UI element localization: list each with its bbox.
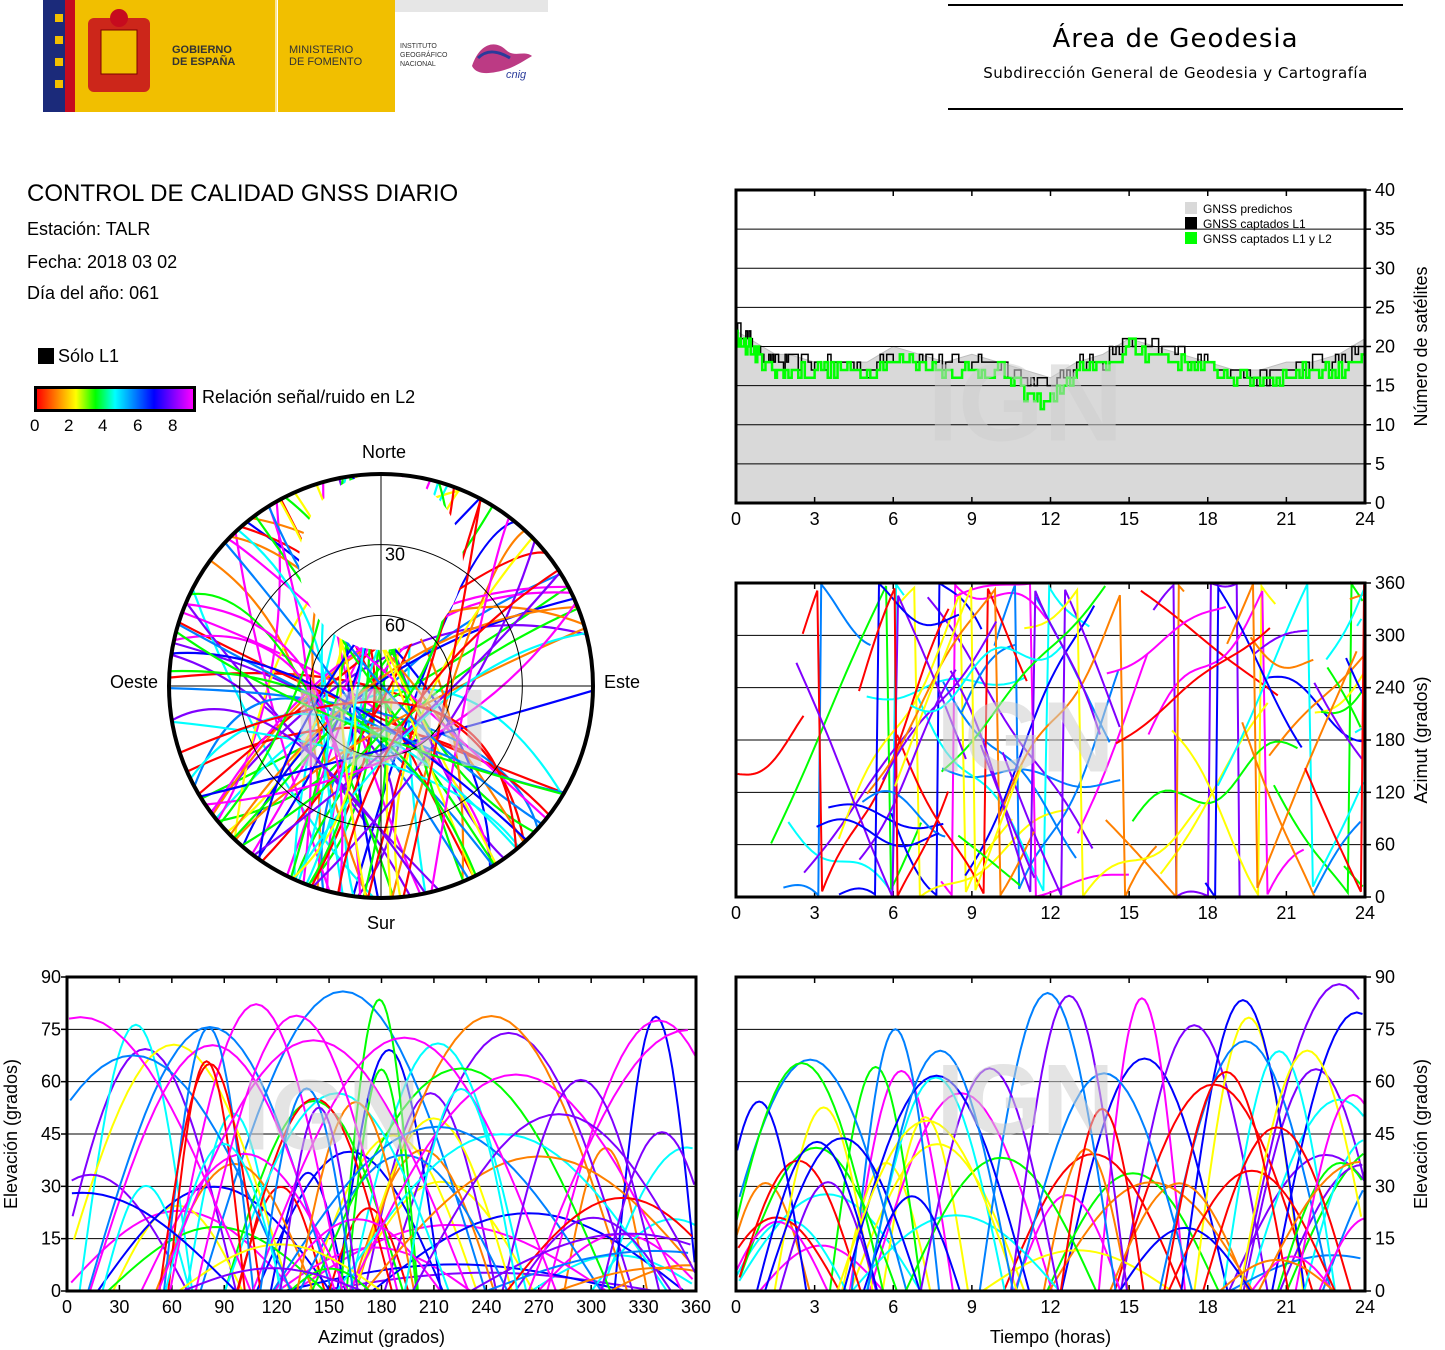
elevation-az-track [72,1193,236,1291]
eltime-ytick-label: 45 [1375,1124,1396,1144]
elevaz-xtick-label: 30 [109,1297,130,1317]
skyplot-west-label: Oeste [109,672,158,692]
doy-label: Día del año: 061 [27,283,160,303]
eltime-xlabel: Tiempo (horas) [989,1327,1112,1347]
elevation-time-track [740,1060,907,1291]
elevaz-ytick-label: 90 [40,967,61,987]
satcount-xtick-label: 9 [966,509,977,529]
eltime-xtick-label: 24 [1354,1297,1376,1317]
aztime-xtick-label: 12 [1040,903,1061,923]
eltime-ytick-label: 75 [1375,1019,1396,1040]
elevaz-xlabel: Azimut (grados) [317,1327,446,1347]
satcount-ytick-label: 10 [1375,414,1396,435]
ign-line-1: INSTITUTO [400,43,437,50]
elevaz-xtick-label: 330 [628,1297,659,1317]
eltime-ytick-label: 15 [1375,1228,1396,1249]
elevaz-ytick-label: 60 [40,1071,61,1092]
eltime-ytick-label: 60 [1375,1071,1396,1092]
ministry-line-2: DE FOMENTO [289,56,363,68]
azimuth-track [1107,607,1226,673]
eltime-xtick-label: 9 [966,1297,977,1317]
elevation-time-track [738,1218,839,1292]
elevation-time-track [1049,1182,1252,1291]
snr-colorbar-label: Relación señal/ruido en L2 [202,387,416,407]
elevaz-xtick-label: 120 [261,1297,292,1317]
ministry-line-1: MINISTERIO [289,44,354,56]
elevaz-ytick-label: 45 [40,1124,61,1144]
elevaz-xtick-label: 150 [314,1297,345,1317]
eltime-xtick-label: 12 [1040,1297,1061,1317]
aztime-ytick-label: 300 [1375,625,1406,646]
aztime-xtick-label: 9 [966,903,977,923]
elevaz-xtick-label: 0 [61,1297,73,1317]
snr-tick: 4 [98,416,108,435]
report-title: CONTROL DE CALIDAD GNSS DIARIO [27,180,459,207]
legend-entry: GNSS predichos [1203,202,1293,216]
eltime-xtick-label: 15 [1119,1297,1140,1317]
aztime-ytick-label: 60 [1375,834,1396,855]
azimuth-track [1242,722,1314,896]
elevaz-xtick-label: 90 [214,1297,235,1317]
legend-entry: GNSS captados L1 y L2 [1203,232,1332,246]
satcount-ytick-label: 20 [1375,336,1396,357]
azimuth-track [1133,742,1298,822]
aztime-ytick-label: 360 [1375,573,1406,593]
eltime-ytick-label: 90 [1375,967,1396,987]
station-label: Estación: TALR [27,219,151,239]
elevaz-xtick-label: 270 [523,1297,554,1317]
aztime-ytick-label: 180 [1375,730,1406,750]
legend-swatch [1185,217,1197,229]
aztime-xtick-label: 6 [888,903,899,923]
satcount-ytick-label: 25 [1375,297,1396,318]
elevation-time-track [1121,1025,1268,1291]
aztime-xtick-label: 24 [1354,903,1376,923]
snr-tick: 2 [64,416,74,435]
area-title: Área de Geodesia [1052,24,1299,54]
azimuth-track [738,716,804,775]
elevaz-xtick-label: 210 [418,1297,449,1317]
satcount-ylabel: Número de satélites [1411,266,1431,427]
elevaz-xtick-label: 360 [680,1297,712,1317]
elevaz-xtick-label: 60 [161,1297,182,1317]
satcount-xtick-label: 12 [1040,509,1061,529]
satcount-ytick-label: 35 [1375,219,1396,240]
elevaz-ytick-label: 15 [40,1228,61,1249]
skyplot-ring-label: 60 [385,615,406,636]
elevaz-ytick-label: 75 [40,1019,61,1040]
satcount-watermark: IGN [927,341,1124,465]
eltime-xtick-label: 0 [730,1297,742,1317]
cnig-logo-text: cnig [506,69,527,81]
snr-tick: 6 [133,416,143,435]
satcount-ytick-label: 40 [1375,180,1396,200]
skyplot-watermark: IGN [293,667,489,790]
eltime-xtick-label: 18 [1197,1297,1218,1317]
l1-only-label: Sólo L1 [58,346,120,366]
satcount-ytick-label: 5 [1375,453,1386,474]
eltime-xtick-label: 6 [888,1297,899,1317]
gov-line-2: DE ESPAÑA [172,56,236,68]
eltime-ytick-label: 30 [1375,1176,1396,1197]
satcount-ytick-label: 15 [1375,375,1396,396]
legend-entry: GNSS captados L1 [1203,217,1306,231]
aztime-ytick-label: 0 [1375,887,1386,907]
eltime-xtick-label: 21 [1276,1297,1297,1317]
satcount-xtick-label: 0 [730,509,742,529]
area-subtitle: Subdirección General de Geodesia y Cartografía [983,64,1368,82]
elevaz-watermark: IGN [242,1059,421,1172]
snr-tick: 8 [168,416,178,435]
skyplot-east-label: Este [604,672,641,692]
elevation-az-track [547,1020,696,1291]
skyplot-north-label: Norte [361,442,407,462]
legend-swatch [1185,202,1197,214]
eltime-ylabel: Elevación (grados) [1411,1058,1431,1210]
ign-line-2: GEOGRÁFICO [400,52,448,59]
elevaz-ytick-label: 30 [40,1176,61,1197]
aztime-ytick-label: 240 [1375,677,1406,698]
elevaz-xtick-label: 240 [471,1297,502,1317]
aztime-xtick-label: 21 [1276,903,1297,923]
elevaz-xtick-label: 300 [576,1297,607,1317]
aztime-xtick-label: 15 [1119,903,1140,923]
aztime-ylabel: Azimut (grados) [1411,676,1431,804]
legend-swatch [1185,232,1197,244]
eltime-ytick-label: 0 [1375,1281,1386,1301]
aztime-xtick-label: 18 [1197,903,1218,923]
satcount-ytick-label: 0 [1375,493,1386,513]
date-label: Fecha: 2018 03 02 [27,252,178,272]
elevaz-ytick-label: 0 [50,1281,61,1301]
satcount-ytick-label: 30 [1375,258,1396,279]
azimuth-track [1314,822,1361,893]
aztime-watermark: IGN [936,681,1115,794]
satcount-xtick-label: 6 [888,509,899,529]
satcount-xtick-label: 21 [1276,509,1297,529]
satcount-xtick-label: 18 [1197,509,1218,529]
skyplot-ring-label: 30 [385,544,406,565]
aztime-xtick-label: 3 [809,903,820,923]
aztime-xtick-label: 0 [730,903,742,923]
skyplot-south-label: Sur [366,913,396,933]
azimuth-track [1357,619,1361,626]
satcount-xtick-label: 24 [1354,509,1376,529]
satcount-xtick-label: 15 [1119,509,1140,529]
elevaz-xtick-label: 180 [366,1297,397,1317]
eltime-watermark: IGN [936,1044,1115,1156]
elevaz-ylabel: Elevación (grados) [1,1058,21,1210]
azimuth-track [1305,585,1364,892]
eltime-xtick-label: 3 [809,1297,820,1317]
satcount-xtick-label: 3 [809,509,820,529]
gov-line-1: GOBIERNO [172,44,232,56]
snr-tick: 0 [30,416,40,435]
aztime-ytick-label: 120 [1375,782,1406,803]
ign-line-3: NACIONAL [400,61,436,68]
